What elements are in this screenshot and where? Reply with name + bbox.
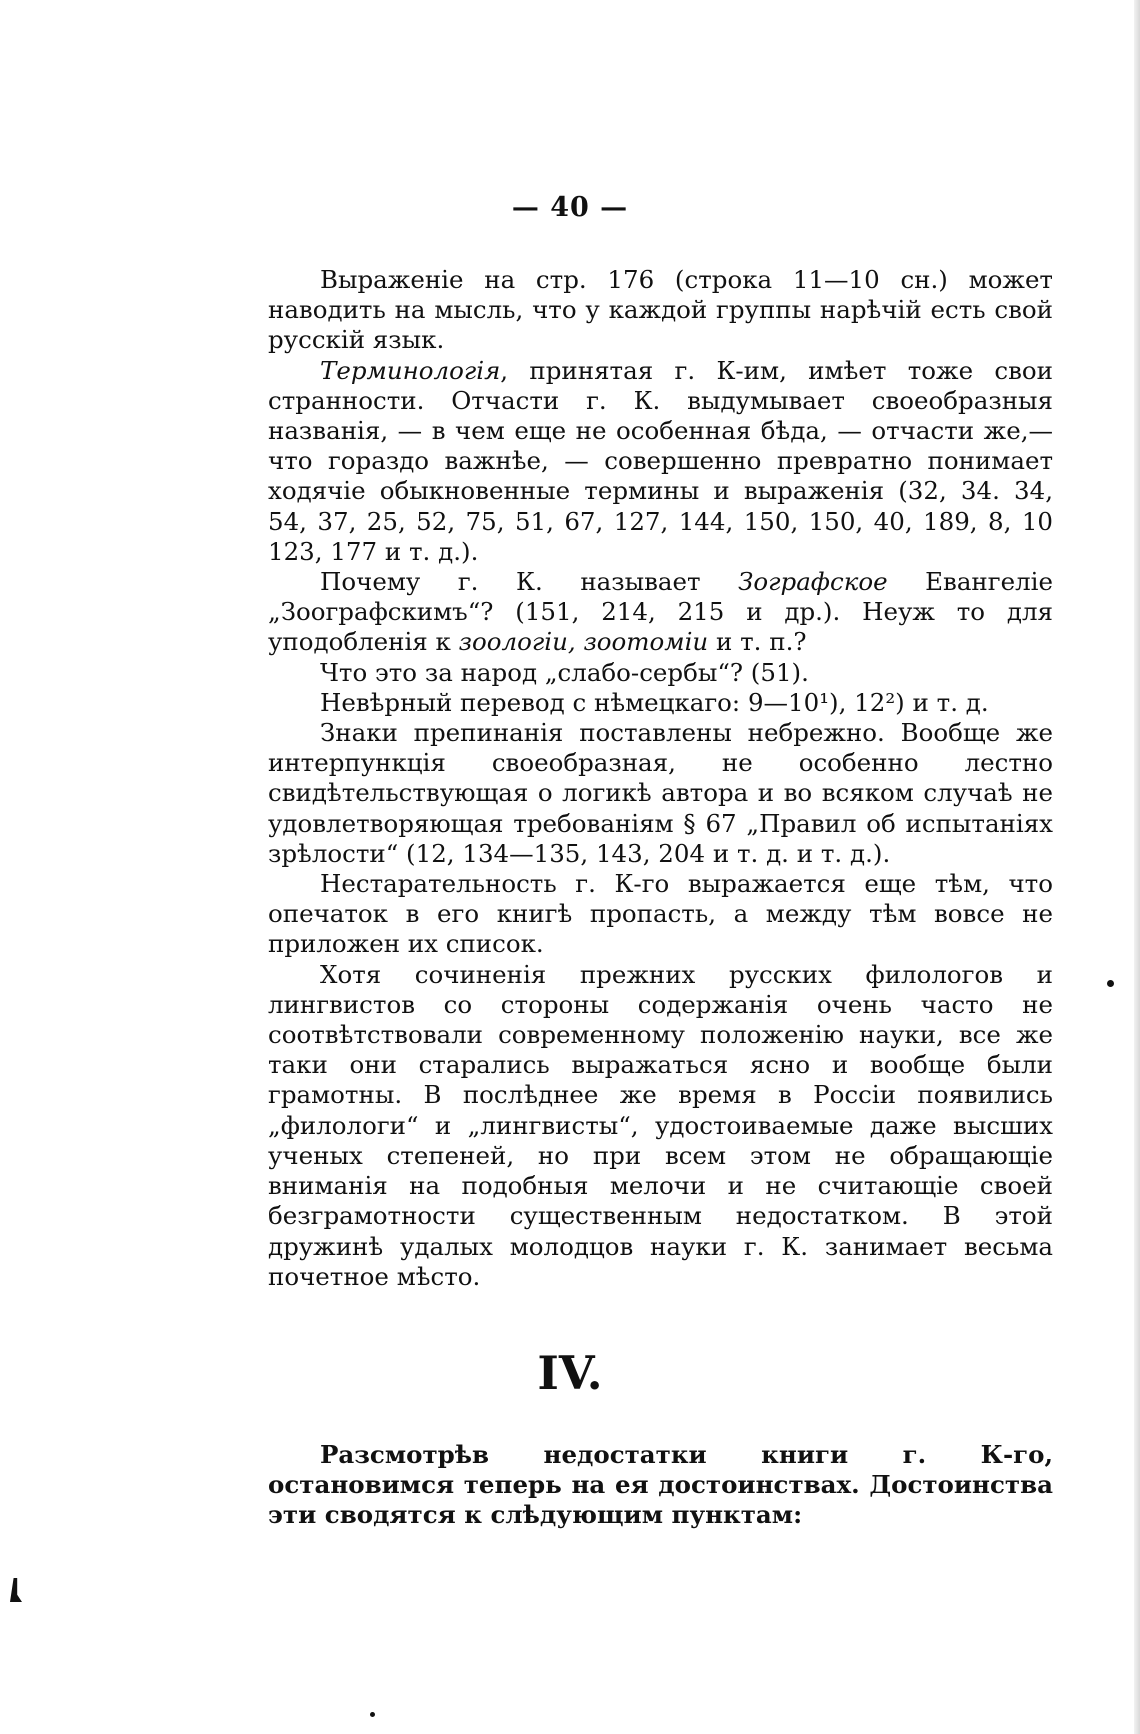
text-run: Разсмотрѣв недостатки книги г. К-го, остановимся теперь на ея достоинствах. Достоинства эти сводятся к слѣдующим пунктам:	[268, 1440, 1053, 1530]
text-run-italic: Терминологія	[320, 355, 501, 385]
text-run: и т. п.?	[708, 627, 807, 657]
paragraph	[268, 718, 1053, 869]
text-run: Что это за народ „слабо-сербы“? (51).	[320, 657, 809, 687]
paragraph	[268, 567, 1053, 658]
page-edge-shadow	[1134, 0, 1140, 1734]
paragraph	[268, 658, 1053, 688]
paragraph	[268, 869, 1053, 960]
text-run: Знаки препинанія поставлены небрежно. Вообще же интерпункція своеобразная, не особенно лестно свидѣтельствующая о логикѣ автора и во всяком случаѣ не удовлетворяющая требованіям § 67 „Правил об испытаніях зрѣлости“ (12, 134—135, 143, 204 и т. д. и т. д.).	[268, 718, 1053, 868]
paragraph	[268, 688, 1053, 718]
margin-mark	[10, 1578, 22, 1602]
paragraph	[268, 960, 1053, 1292]
text-run: Почему г. К. называет	[320, 567, 739, 597]
closing-text	[268, 1440, 1053, 1531]
text-run: Евангеліе „Зоографскимъ“? (151, 214, 215 и др.). Неуж то для уподобленія к	[268, 567, 1053, 657]
paragraph	[268, 265, 1053, 356]
ink-speck	[370, 1712, 375, 1717]
text-run: Невѣрный перевод с нѣмецкаго: 9—10¹), 12²) и т. д.	[320, 687, 989, 717]
main-text	[268, 265, 1053, 1292]
ink-speck	[1107, 980, 1114, 987]
text-run: Нестарательность г. К-го выражается еще тѣм, что опечаток в его книгѣ пропасть, а между тѣм вовсе не приложен их список.	[268, 869, 1053, 959]
section-heading: IV.	[537, 1346, 603, 1400]
text-run: , принятая г. К-им, имѣет тоже свои странности. Отчасти г. К. выдумывает своеобразныя названія, — в чем еще не особенная бѣда, — отчасти же,—что гораздо важнѣе, — совершенно превратно понимает ходячіе обыкновенные термины и выраженія (32, 34. 34, 54, 37, 25, 52, 75, 51, 67, 127, 144, 150, 150, 40, 189, 8, 10 123, 177 и т. д.).	[268, 355, 1053, 566]
page-number: — 40 —	[511, 192, 629, 223]
text-run: Выраженіе на стр. 176 (строка 11—10 сн.) может наводить на мысль, что у каждой группы нарѣчій есть свой русскій язык.	[268, 265, 1053, 355]
paragraph	[268, 1440, 1053, 1531]
paragraph	[268, 356, 1053, 567]
text-run-italic: зоологіи, зоотоміи	[458, 627, 709, 657]
text-run-italic: Зографское	[738, 567, 888, 597]
text-run: Хотя сочиненія прежних русских филологов и лингвистов со стороны содержанія очень часто не соотвѣтствовали современному положенію науки, все же таки они старались выражаться ясно и вообще были грамотны. В послѣднее же время в Россіи появились „филологи“ и „лингвисты“, удостоиваемые даже высших ученых степеней, но при всем этом не обращающіе вниманія на подобныя мелочи и не считающіе своей безграмотности существенным недостатком. В этой дружинѣ удалых молодцов науки г. К. занимает весьма почетное мѣсто.	[268, 959, 1053, 1291]
